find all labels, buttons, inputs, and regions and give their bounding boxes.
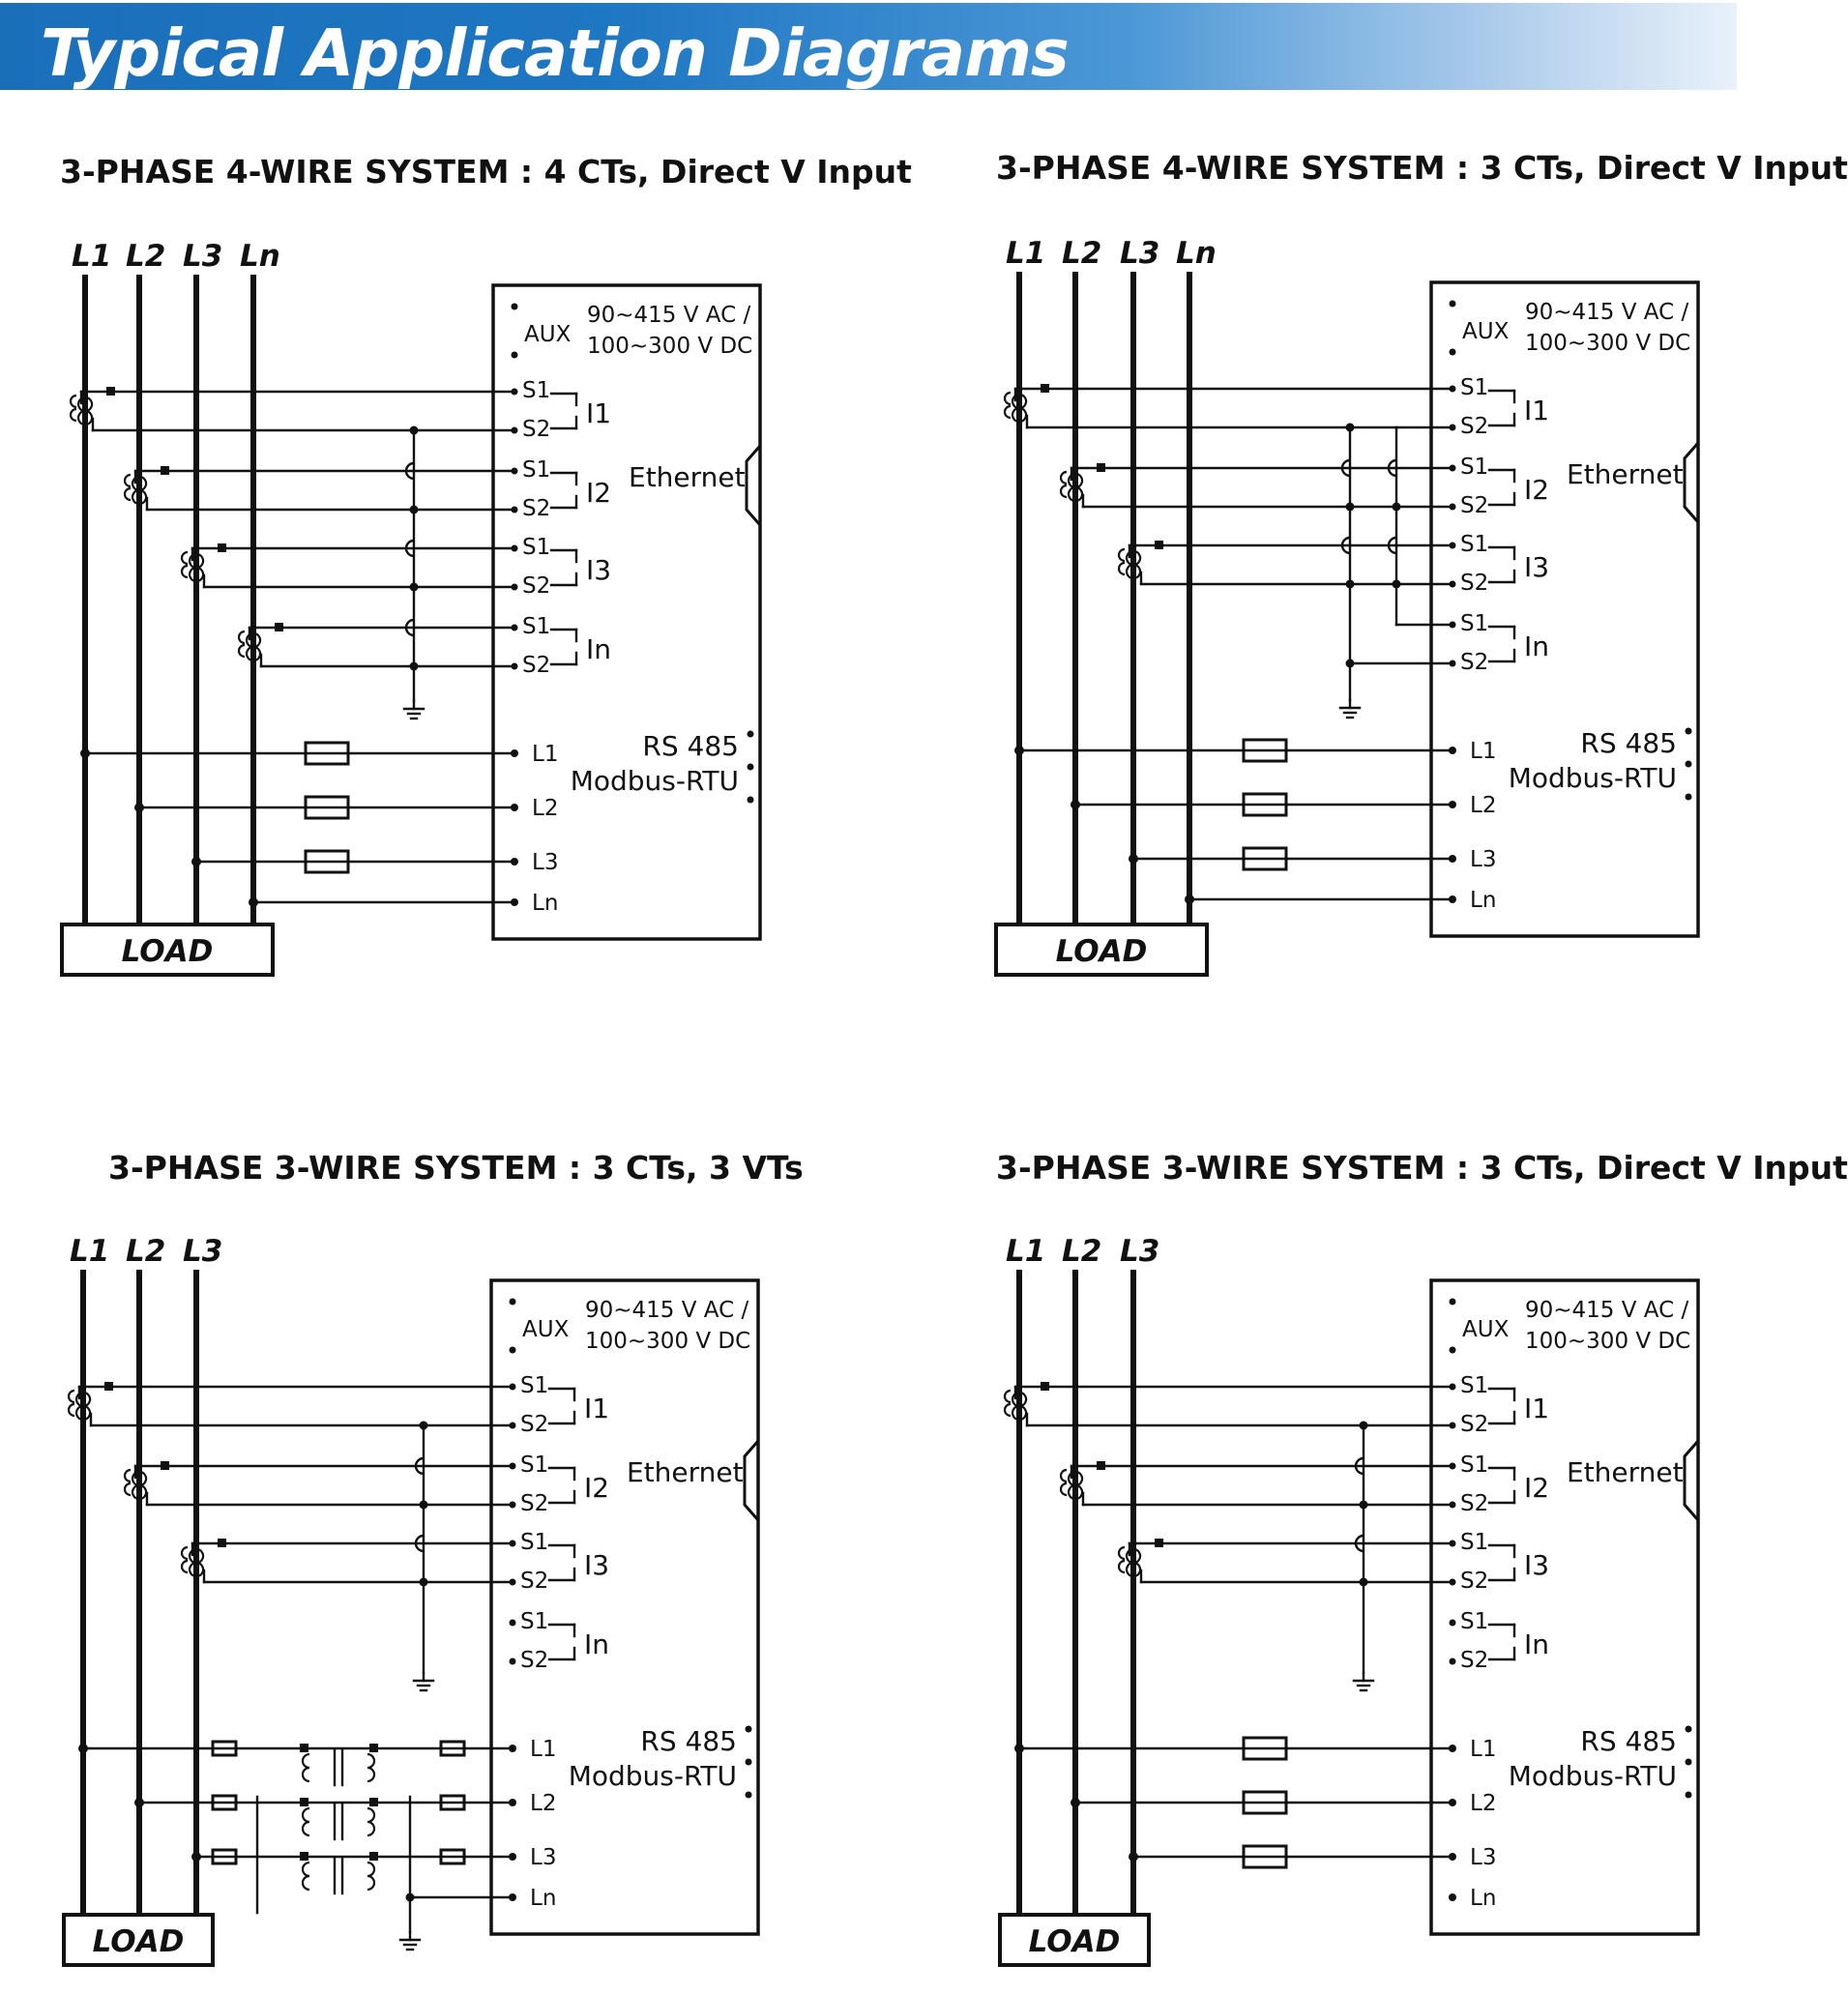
phase-label-l1: L1 bbox=[1006, 236, 1046, 271]
phase-label-l2: L2 bbox=[126, 1234, 166, 1269]
ct-terminal-s2: S2 bbox=[1460, 414, 1489, 439]
vt-polarity-mark bbox=[369, 1744, 378, 1752]
aux-terminal bbox=[1450, 1299, 1456, 1306]
bus-junction bbox=[1346, 580, 1355, 589]
ct-terminal-s1: S1 bbox=[522, 457, 551, 483]
ct-polarity-mark bbox=[104, 1382, 113, 1391]
panel-title-4: 3-PHASE 3-WIRE SYSTEM : 3 CTs, Direct V Input bbox=[996, 1149, 1848, 1187]
ct-terminal-s1: S1 bbox=[1460, 1530, 1489, 1555]
bus-junction bbox=[1360, 1422, 1368, 1430]
panel-title-2: 3-PHASE 4-WIRE SYSTEM : 3 CTs, Direct V Input bbox=[996, 149, 1848, 187]
ct-polarity-mark bbox=[218, 543, 226, 552]
voltage-input-ln: Ln bbox=[1470, 888, 1497, 913]
comm-terminal bbox=[1686, 728, 1692, 735]
ct-polarity-mark bbox=[1155, 1539, 1163, 1547]
voltage-input-ln: Ln bbox=[1470, 1886, 1497, 1911]
ct-polarity-mark bbox=[275, 623, 283, 631]
aux-terminal bbox=[510, 1347, 516, 1354]
page-title: Typical Application Diagrams bbox=[41, 15, 1069, 91]
vt-polarity-mark bbox=[369, 1798, 378, 1806]
vt-secondary-coil bbox=[367, 1754, 374, 1781]
aux-voltage-dc: 100~300 V DC bbox=[1525, 1329, 1691, 1354]
diagram-panel-2 bbox=[996, 236, 1698, 975]
ct-terminal-s2: S2 bbox=[1460, 571, 1489, 596]
phase-label-l1: L1 bbox=[70, 1234, 110, 1269]
ct-terminal-s1: S1 bbox=[1460, 1452, 1489, 1478]
comm-terminal bbox=[1686, 1726, 1692, 1733]
comm-terminal bbox=[746, 1726, 752, 1733]
comm-terminal bbox=[746, 1759, 752, 1766]
aux-terminal bbox=[1450, 349, 1456, 356]
bus-junction bbox=[1346, 503, 1355, 512]
aux-voltage-dc: 100~300 V DC bbox=[585, 1329, 751, 1354]
phase-label-l1: L1 bbox=[72, 239, 112, 274]
phase-label-l3: L3 bbox=[1120, 236, 1160, 271]
panel-title-1: 3-PHASE 4-WIRE SYSTEM : 4 CTs, Direct V Input bbox=[60, 153, 912, 191]
aux-terminal bbox=[510, 1299, 516, 1306]
ct-terminal-s1: S1 bbox=[1460, 1609, 1489, 1634]
load-label: LOAD bbox=[92, 1924, 185, 1959]
modbus-label: Modbus-RTU bbox=[1508, 1760, 1677, 1792]
ct-terminal-s1: S1 bbox=[520, 1530, 549, 1555]
panel-title-3: 3-PHASE 3-WIRE SYSTEM : 3 CTs, 3 VTs bbox=[108, 1149, 804, 1187]
phase-label-ln: Ln bbox=[1176, 236, 1217, 271]
comm-terminal bbox=[1686, 1792, 1692, 1799]
comm-terminal bbox=[1686, 1759, 1692, 1766]
phase-label-l3: L3 bbox=[1120, 1234, 1160, 1269]
ct-input-in: In bbox=[584, 1628, 610, 1660]
load-label: LOAD bbox=[121, 934, 214, 969]
rs485-label: RS 485 bbox=[1580, 1725, 1677, 1757]
ct-coil bbox=[69, 1391, 74, 1416]
ct-terminal-s1: S1 bbox=[522, 535, 551, 560]
ct-terminal-s2: S2 bbox=[520, 1648, 549, 1673]
voltage-input-l2: L2 bbox=[1470, 793, 1497, 818]
ethernet-label: Ethernet bbox=[1567, 458, 1684, 490]
ct-input-i1: I1 bbox=[586, 397, 612, 429]
ct-coil bbox=[71, 396, 76, 421]
ct-polarity-mark bbox=[161, 1461, 169, 1470]
terminal-dot bbox=[510, 1620, 516, 1627]
ct-input-i1: I1 bbox=[1524, 395, 1550, 426]
bus-junction bbox=[1393, 580, 1401, 589]
ct-polarity-mark bbox=[1155, 541, 1163, 549]
aux-voltage-dc: 100~300 V DC bbox=[1525, 331, 1691, 356]
ct-coil bbox=[1061, 472, 1067, 497]
ct-input-in: In bbox=[1524, 1628, 1550, 1660]
comm-terminal bbox=[1686, 761, 1692, 768]
bus-junction bbox=[1346, 424, 1355, 432]
phase-label-ln: Ln bbox=[240, 239, 280, 274]
bus-junction bbox=[410, 583, 419, 592]
ct-coil bbox=[1061, 1470, 1067, 1495]
phase-label-l2: L2 bbox=[1062, 236, 1102, 271]
voltage-input-l3: L3 bbox=[530, 1845, 557, 1870]
ct-coil bbox=[125, 475, 131, 500]
ct-input-i3: I3 bbox=[1524, 1549, 1550, 1581]
ct-polarity-mark bbox=[1041, 384, 1049, 393]
ct-input-i3: I3 bbox=[584, 1549, 610, 1581]
vt-polarity-mark bbox=[300, 1852, 308, 1861]
vt-primary-coil bbox=[303, 1754, 309, 1781]
rs485-label: RS 485 bbox=[640, 1725, 737, 1757]
ct-polarity-mark bbox=[1097, 463, 1105, 472]
voltage-input-l2: L2 bbox=[532, 796, 559, 821]
voltage-input-l1: L1 bbox=[530, 1737, 557, 1762]
ct-coil bbox=[182, 552, 188, 577]
ct-coil bbox=[1119, 549, 1125, 574]
voltage-input-l3: L3 bbox=[1470, 847, 1497, 872]
comm-terminal bbox=[746, 1792, 752, 1799]
voltage-input-l1: L1 bbox=[1470, 1737, 1497, 1762]
rs485-label: RS 485 bbox=[1580, 727, 1677, 759]
ct-terminal-s1: S1 bbox=[522, 378, 551, 403]
aux-label: AUX bbox=[522, 1317, 570, 1342]
vt-polarity-mark bbox=[300, 1744, 308, 1752]
diagram-panel-4 bbox=[1000, 1234, 1698, 1965]
ct-terminal-s1: S1 bbox=[1460, 532, 1489, 557]
ct-terminal-s1: S1 bbox=[1460, 1373, 1489, 1398]
ct-terminal-s2: S2 bbox=[522, 496, 551, 521]
ct-polarity-mark bbox=[218, 1539, 226, 1547]
ct-input-i2: I2 bbox=[1524, 1472, 1550, 1504]
bus-junction bbox=[1360, 1501, 1368, 1510]
voltage-input-l1: L1 bbox=[1470, 739, 1497, 764]
aux-terminal bbox=[512, 352, 518, 359]
ct-coil bbox=[1119, 1547, 1125, 1572]
ct-input-i2: I2 bbox=[586, 477, 612, 509]
terminal-dot bbox=[1450, 1620, 1456, 1627]
comm-terminal bbox=[748, 731, 754, 738]
ct-input-in: In bbox=[1524, 631, 1550, 662]
ct-input-i1: I1 bbox=[1524, 1393, 1550, 1424]
load-label: LOAD bbox=[1028, 1924, 1121, 1959]
ct-terminal-s2: S2 bbox=[1460, 1648, 1489, 1673]
aux-label: AUX bbox=[1462, 1317, 1510, 1342]
bus-junction bbox=[420, 1501, 428, 1510]
ethernet-label: Ethernet bbox=[629, 461, 746, 493]
ct-polarity-mark bbox=[1041, 1382, 1049, 1391]
voltage-terminal bbox=[1449, 1893, 1456, 1901]
ethernet-label: Ethernet bbox=[627, 1456, 744, 1488]
ct-coil bbox=[239, 631, 245, 657]
aux-label: AUX bbox=[524, 322, 572, 347]
aux-terminal bbox=[1450, 301, 1456, 308]
modbus-label: Modbus-RTU bbox=[568, 1760, 737, 1792]
ct-terminal-s1: S1 bbox=[520, 1373, 549, 1398]
ct-input-i3: I3 bbox=[1524, 551, 1550, 583]
ct-terminal-s2: S2 bbox=[1460, 493, 1489, 518]
voltage-input-l1: L1 bbox=[532, 742, 559, 767]
aux-voltage-ac: 90~415 V AC / bbox=[587, 303, 751, 328]
ct-terminal-s2: S2 bbox=[520, 1569, 549, 1594]
diagram-panel-1 bbox=[62, 239, 760, 975]
aux-terminal bbox=[1450, 1347, 1456, 1354]
bus-junction bbox=[410, 506, 419, 514]
ct-input-i2: I2 bbox=[1524, 474, 1550, 506]
vt-primary-coil bbox=[303, 1863, 309, 1890]
voltage-input-l3: L3 bbox=[1470, 1845, 1497, 1870]
vt-secondary-coil bbox=[367, 1863, 374, 1890]
bus-junction bbox=[410, 662, 419, 671]
ct-input-i3: I3 bbox=[586, 554, 612, 586]
vt-secondary-coil bbox=[367, 1808, 374, 1835]
terminal-dot bbox=[510, 1658, 516, 1665]
aux-label: AUX bbox=[1462, 319, 1510, 344]
bus-junction bbox=[1346, 660, 1355, 668]
aux-voltage-ac: 90~415 V AC / bbox=[1525, 300, 1689, 325]
aux-voltage-dc: 100~300 V DC bbox=[587, 334, 753, 359]
ct-polarity-mark bbox=[161, 466, 169, 475]
ct-terminal-s1: S1 bbox=[520, 1609, 549, 1634]
ct-terminal-s2: S2 bbox=[1460, 1412, 1489, 1437]
modbus-label: Modbus-RTU bbox=[1508, 762, 1677, 794]
aux-voltage-ac: 90~415 V AC / bbox=[1525, 1298, 1689, 1323]
comm-terminal bbox=[1686, 794, 1692, 801]
vt-primary-coil bbox=[303, 1808, 309, 1835]
ct-input-i1: I1 bbox=[584, 1393, 610, 1424]
ct-polarity-mark bbox=[1097, 1461, 1105, 1470]
voltage-input-l2: L2 bbox=[530, 1791, 557, 1816]
voltage-input-l3: L3 bbox=[532, 850, 559, 875]
terminal-dot bbox=[1450, 1658, 1456, 1665]
phase-label-l2: L2 bbox=[1062, 1234, 1102, 1269]
voltage-input-ln: Ln bbox=[530, 1886, 557, 1911]
voltage-input-l2: L2 bbox=[1470, 1791, 1497, 1816]
ct-terminal-s1: S1 bbox=[1460, 375, 1489, 400]
ct-terminal-s2: S2 bbox=[1460, 1491, 1489, 1516]
ct-terminal-s2: S2 bbox=[1460, 650, 1489, 675]
comm-terminal bbox=[748, 764, 754, 771]
phase-label-l3: L3 bbox=[183, 239, 223, 274]
ct-terminal-s2: S2 bbox=[522, 573, 551, 599]
ct-terminal-s2: S2 bbox=[522, 653, 551, 678]
ct-polarity-mark bbox=[106, 387, 115, 396]
bus-junction bbox=[406, 1893, 415, 1902]
ct-terminal-s1: S1 bbox=[1460, 611, 1489, 636]
bus-junction bbox=[410, 426, 419, 435]
voltage-input-ln: Ln bbox=[532, 891, 559, 916]
ct-input-i2: I2 bbox=[584, 1472, 610, 1504]
ct-terminal-s2: S2 bbox=[520, 1412, 549, 1437]
bus-junction bbox=[420, 1578, 428, 1587]
ct-terminal-s2: S2 bbox=[1460, 1569, 1489, 1594]
ct-terminal-s1: S1 bbox=[520, 1452, 549, 1478]
bus-junction bbox=[1393, 503, 1401, 512]
modbus-label: Modbus-RTU bbox=[570, 765, 739, 797]
ct-coil bbox=[182, 1547, 188, 1572]
ethernet-label: Ethernet bbox=[1567, 1456, 1684, 1488]
comm-terminal bbox=[748, 797, 754, 804]
ct-terminal-s2: S2 bbox=[520, 1491, 549, 1516]
rs485-label: RS 485 bbox=[642, 730, 739, 762]
ct-coil bbox=[1005, 393, 1011, 418]
bus-junction bbox=[1360, 1578, 1368, 1587]
diagram-panel-3 bbox=[64, 1234, 758, 1965]
ct-terminal-s2: S2 bbox=[522, 417, 551, 442]
vt-polarity-mark bbox=[369, 1852, 378, 1861]
phase-label-l3: L3 bbox=[183, 1234, 223, 1269]
bus-junction bbox=[420, 1422, 428, 1430]
aux-voltage-ac: 90~415 V AC / bbox=[585, 1298, 749, 1323]
ct-coil bbox=[1005, 1391, 1011, 1416]
load-label: LOAD bbox=[1055, 934, 1148, 969]
phase-label-l2: L2 bbox=[126, 239, 166, 274]
aux-terminal bbox=[512, 304, 518, 310]
ct-terminal-s1: S1 bbox=[522, 614, 551, 639]
vt-polarity-mark bbox=[300, 1798, 308, 1806]
phase-label-l1: L1 bbox=[1006, 1234, 1046, 1269]
ct-coil bbox=[125, 1470, 131, 1495]
ct-input-in: In bbox=[586, 633, 612, 665]
ct-terminal-s1: S1 bbox=[1460, 455, 1489, 480]
